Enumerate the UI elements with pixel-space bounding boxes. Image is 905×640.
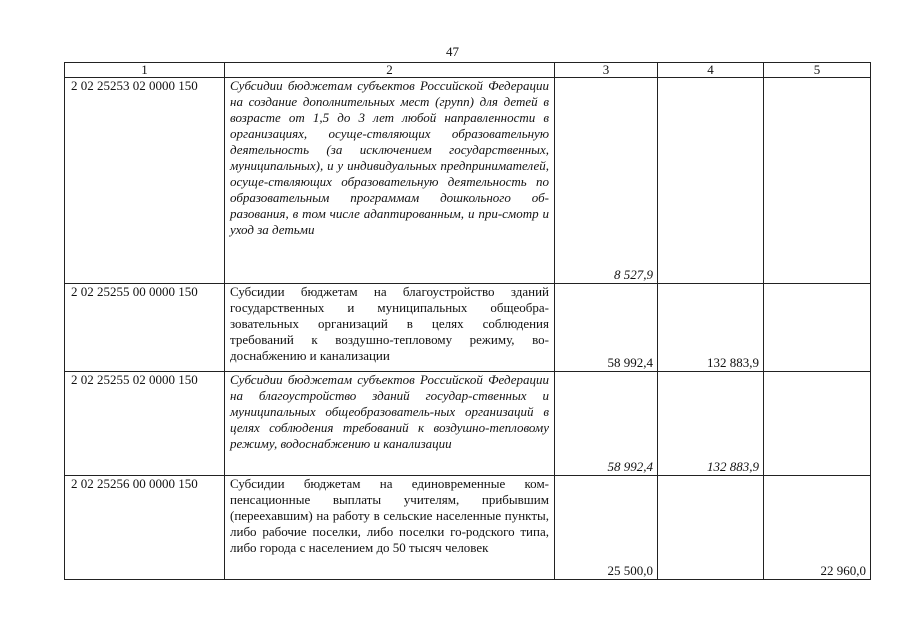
page-number: 47 — [446, 44, 459, 59]
header-col-2: 2 — [225, 63, 555, 78]
row-col3-value: 8 527,9 — [555, 78, 658, 284]
row-col4-value: 132 883,9 — [658, 284, 764, 372]
row-description: Субсидии бюджетам на единовременные ком-пенсационные выплаты учителям, прибывшим (переехавшим) на работу в сельские населенные пункты, либо рабочие поселки, либо поселки го-родского типа, либо города с населением до 50 тысяч человек — [225, 476, 555, 580]
row-code: 2 02 25256 00 0000 150 — [65, 476, 225, 580]
budget-table — [64, 62, 871, 580]
header-col-1: 1 — [65, 63, 225, 78]
row-col5-value — [764, 284, 871, 372]
row-code: 2 02 25255 02 0000 150 — [65, 372, 225, 476]
row-description: Субсидии бюджетам субъектов Российской Федерации на благоустройство зданий государ-ственных и муниципальных общеобразователь-ных организаций в целях соблюдения требований к воздушно-тепловому режиму, водоснабжению и канализации — [225, 372, 555, 476]
row-col4-value: 132 883,9 — [658, 372, 764, 476]
row-col5-value: 22 960,0 — [764, 476, 871, 580]
table-row — [65, 284, 871, 372]
table-row — [65, 78, 871, 284]
table-header-row — [65, 63, 871, 78]
row-col5-value — [764, 78, 871, 284]
table-row — [65, 476, 871, 580]
header-col-5: 5 — [764, 63, 871, 78]
header-col-3: 3 — [555, 63, 658, 78]
row-description: Субсидии бюджетам субъектов Российской Федерации на создание дополнительных мест (групп) для детей в возрасте от 1,5 до 3 лет любой направленности в организациях, осуще-ствляющих образовательную деятельность (за исключением государственных, муниципальных), и у индивидуальных предпринимателей, осуще-ствляющих образовательную деятельность по образовательным программам дошкольного об-разования, в том числе адаптированным, и при-смотр и уход за детьми — [225, 78, 555, 284]
row-code: 2 02 25255 00 0000 150 — [65, 284, 225, 372]
row-col4-value — [658, 476, 764, 580]
row-col3-value: 58 992,4 — [555, 372, 658, 476]
row-col3-value: 58 992,4 — [555, 284, 658, 372]
row-col3-value: 25 500,0 — [555, 476, 658, 580]
header-col-4: 4 — [658, 63, 764, 78]
row-col4-value — [658, 78, 764, 284]
row-code: 2 02 25253 02 0000 150 — [65, 78, 225, 284]
row-description: Субсидии бюджетам на благоустройство зданий государственных и муниципальных общеобра-зовательных организаций в целях соблюдения требований к воздушно-тепловому режиму, во-доснабжению и канализации — [225, 284, 555, 372]
row-col5-value — [764, 372, 871, 476]
table-row — [65, 372, 871, 476]
